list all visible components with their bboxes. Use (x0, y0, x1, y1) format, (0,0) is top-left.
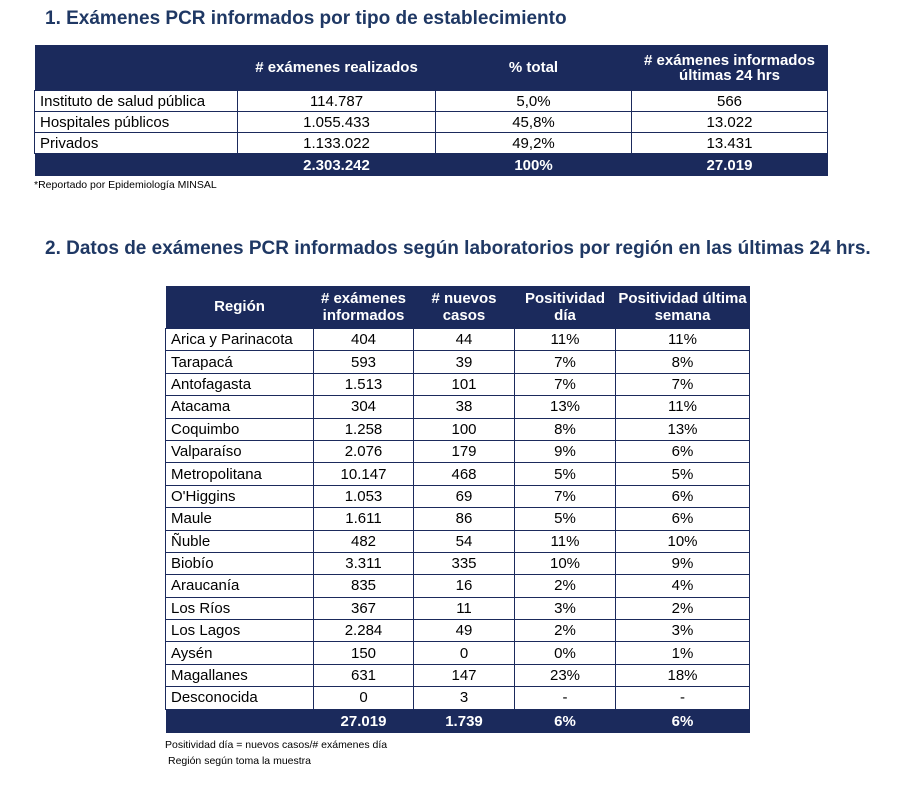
cell-casos: 335 (414, 552, 515, 574)
cell-pos-dia: 7% (515, 485, 616, 507)
total-casos: 1.739 (414, 709, 515, 733)
total-row (166, 709, 750, 733)
cell-informados: 13.431 (632, 133, 828, 154)
total-row (35, 154, 828, 177)
cell-pos-semana: 1% (616, 642, 750, 664)
cell-pct: 45,8% (436, 112, 632, 133)
cell-informados: 13.022 (632, 112, 828, 133)
cell-pos-semana: 8% (616, 351, 750, 373)
cell-pos-dia: 2% (515, 575, 616, 597)
total-pos-dia: 6% (515, 709, 616, 733)
cell-pos-semana: 2% (616, 597, 750, 619)
cell-pos-semana: 11% (616, 396, 750, 418)
table-header-row (35, 45, 828, 91)
cell-pos-semana: 5% (616, 463, 750, 485)
cell-examenes: 150 (314, 642, 414, 664)
cell-realizados: 114.787 (238, 91, 436, 112)
cell-pos-dia: 8% (515, 418, 616, 440)
table-row (166, 485, 750, 507)
cell-examenes: 304 (314, 396, 414, 418)
cell-examenes: 835 (314, 575, 414, 597)
column-header: Positividad día (515, 286, 616, 329)
cell-pos-dia: 3% (515, 597, 616, 619)
cell-region: Araucanía (166, 575, 314, 597)
cell-examenes: 1.513 (314, 373, 414, 395)
cell-establecimiento: Privados (35, 133, 238, 154)
cell-region: Metropolitana (166, 463, 314, 485)
cell-pos-semana: 13% (616, 418, 750, 440)
cell-pos-dia: 2% (515, 620, 616, 642)
column-header: Región (166, 286, 314, 329)
cell-pos-dia: 9% (515, 440, 616, 462)
cell-examenes: 0 (314, 687, 414, 709)
cell-region: Los Ríos (166, 597, 314, 619)
table-row (35, 133, 828, 154)
column-header: # exámenes informados (314, 286, 414, 329)
cell-region: Ñuble (166, 530, 314, 552)
cell-pos-semana: 11% (616, 329, 750, 351)
table-row (166, 329, 750, 351)
cell-region: O'Higgins (166, 485, 314, 507)
cell-region: Los Lagos (166, 620, 314, 642)
cell-pos-dia: 13% (515, 396, 616, 418)
cell-pos-dia: 11% (515, 530, 616, 552)
cell-examenes: 1.611 (314, 508, 414, 530)
table-row (166, 440, 750, 462)
cell-pos-dia: 7% (515, 373, 616, 395)
table-header-row (166, 286, 750, 329)
table-row (35, 91, 828, 112)
cell-casos: 38 (414, 396, 515, 418)
total-label (166, 709, 314, 733)
table-row (35, 112, 828, 133)
column-header: # exámenes informados últimas 24 hrs (632, 45, 828, 91)
cell-pct: 5,0% (436, 91, 632, 112)
cell-casos: 44 (414, 329, 515, 351)
footnote: Positividad día = nuevos casos/# exámenes día (165, 739, 388, 751)
total-examenes: 27.019 (314, 709, 414, 733)
cell-examenes: 482 (314, 530, 414, 552)
cell-examenes: 1.258 (314, 418, 414, 440)
cell-pos-semana: 4% (616, 575, 750, 597)
cell-casos: 179 (414, 440, 515, 462)
section-1-title: 1. Exámenes PCR informados por tipo de establecimiento (45, 8, 567, 29)
table-row (166, 418, 750, 440)
cell-casos: 468 (414, 463, 515, 485)
cell-examenes: 1.053 (314, 485, 414, 507)
cell-examenes: 593 (314, 351, 414, 373)
cell-region: Antofagasta (166, 373, 314, 395)
cell-casos: 69 (414, 485, 515, 507)
establishment-table (34, 45, 828, 176)
cell-pos-dia: 11% (515, 329, 616, 351)
cell-region: Atacama (166, 396, 314, 418)
footnote: Región según toma la muestra (168, 755, 311, 767)
column-header (35, 45, 238, 91)
table-row (166, 396, 750, 418)
cell-region: Arica y Parinacota (166, 329, 314, 351)
cell-pos-semana: - (616, 687, 750, 709)
cell-pos-dia: 23% (515, 664, 616, 686)
column-header: # nuevos casos (414, 286, 515, 329)
cell-pos-semana: 9% (616, 552, 750, 574)
footnote: *Reportado por Epidemiología MINSAL (34, 179, 217, 191)
cell-region: Aysén (166, 642, 314, 664)
table-row (166, 597, 750, 619)
cell-pos-semana: 6% (616, 485, 750, 507)
table-row (166, 575, 750, 597)
cell-casos: 0 (414, 642, 515, 664)
cell-pos-dia: 5% (515, 463, 616, 485)
cell-examenes: 631 (314, 664, 414, 686)
cell-pos-semana: 3% (616, 620, 750, 642)
cell-examenes: 367 (314, 597, 414, 619)
region-table (165, 286, 750, 733)
cell-establecimiento: Hospitales públicos (35, 112, 238, 133)
column-header: Positividad última semana (616, 286, 750, 329)
total-label (35, 154, 238, 177)
cell-examenes: 10.147 (314, 463, 414, 485)
total-realizados: 2.303.242 (238, 154, 436, 177)
cell-region: Coquimbo (166, 418, 314, 440)
cell-informados: 566 (632, 91, 828, 112)
cell-region: Maule (166, 508, 314, 530)
cell-pos-dia: - (515, 687, 616, 709)
total-pct: 100% (436, 154, 632, 177)
section-2-title: 2. Datos de exámenes PCR informados según laboratorios por región en las últimas 24 hrs. (45, 238, 871, 259)
cell-casos: 3 (414, 687, 515, 709)
cell-pos-dia: 10% (515, 552, 616, 574)
cell-examenes: 404 (314, 329, 414, 351)
cell-casos: 39 (414, 351, 515, 373)
cell-casos: 86 (414, 508, 515, 530)
cell-pos-semana: 10% (616, 530, 750, 552)
cell-region: Tarapacá (166, 351, 314, 373)
table-row (166, 687, 750, 709)
cell-pos-semana: 6% (616, 440, 750, 462)
cell-casos: 16 (414, 575, 515, 597)
cell-casos: 100 (414, 418, 515, 440)
cell-casos: 101 (414, 373, 515, 395)
cell-pos-semana: 6% (616, 508, 750, 530)
cell-pos-dia: 5% (515, 508, 616, 530)
cell-pct: 49,2% (436, 133, 632, 154)
table-row (166, 552, 750, 574)
cell-examenes: 3.311 (314, 552, 414, 574)
total-informados: 27.019 (632, 154, 828, 177)
table-row (166, 664, 750, 686)
cell-region: Biobío (166, 552, 314, 574)
total-pos-semana: 6% (616, 709, 750, 733)
cell-casos: 54 (414, 530, 515, 552)
column-header: # exámenes realizados (238, 45, 436, 91)
cell-examenes: 2.076 (314, 440, 414, 462)
cell-pos-dia: 7% (515, 351, 616, 373)
cell-region: Valparaíso (166, 440, 314, 462)
table-row (166, 351, 750, 373)
cell-region: Magallanes (166, 664, 314, 686)
cell-examenes: 2.284 (314, 620, 414, 642)
table-row (166, 463, 750, 485)
cell-realizados: 1.055.433 (238, 112, 436, 133)
table-row (166, 530, 750, 552)
cell-casos: 49 (414, 620, 515, 642)
cell-casos: 11 (414, 597, 515, 619)
table-row (166, 508, 750, 530)
table-row (166, 373, 750, 395)
cell-pos-dia: 0% (515, 642, 616, 664)
table-row (166, 620, 750, 642)
cell-pos-semana: 7% (616, 373, 750, 395)
cell-region: Desconocida (166, 687, 314, 709)
cell-establecimiento: Instituto de salud pública (35, 91, 238, 112)
cell-casos: 147 (414, 664, 515, 686)
table-row (166, 642, 750, 664)
cell-pos-semana: 18% (616, 664, 750, 686)
cell-realizados: 1.133.022 (238, 133, 436, 154)
column-header: % total (436, 45, 632, 91)
